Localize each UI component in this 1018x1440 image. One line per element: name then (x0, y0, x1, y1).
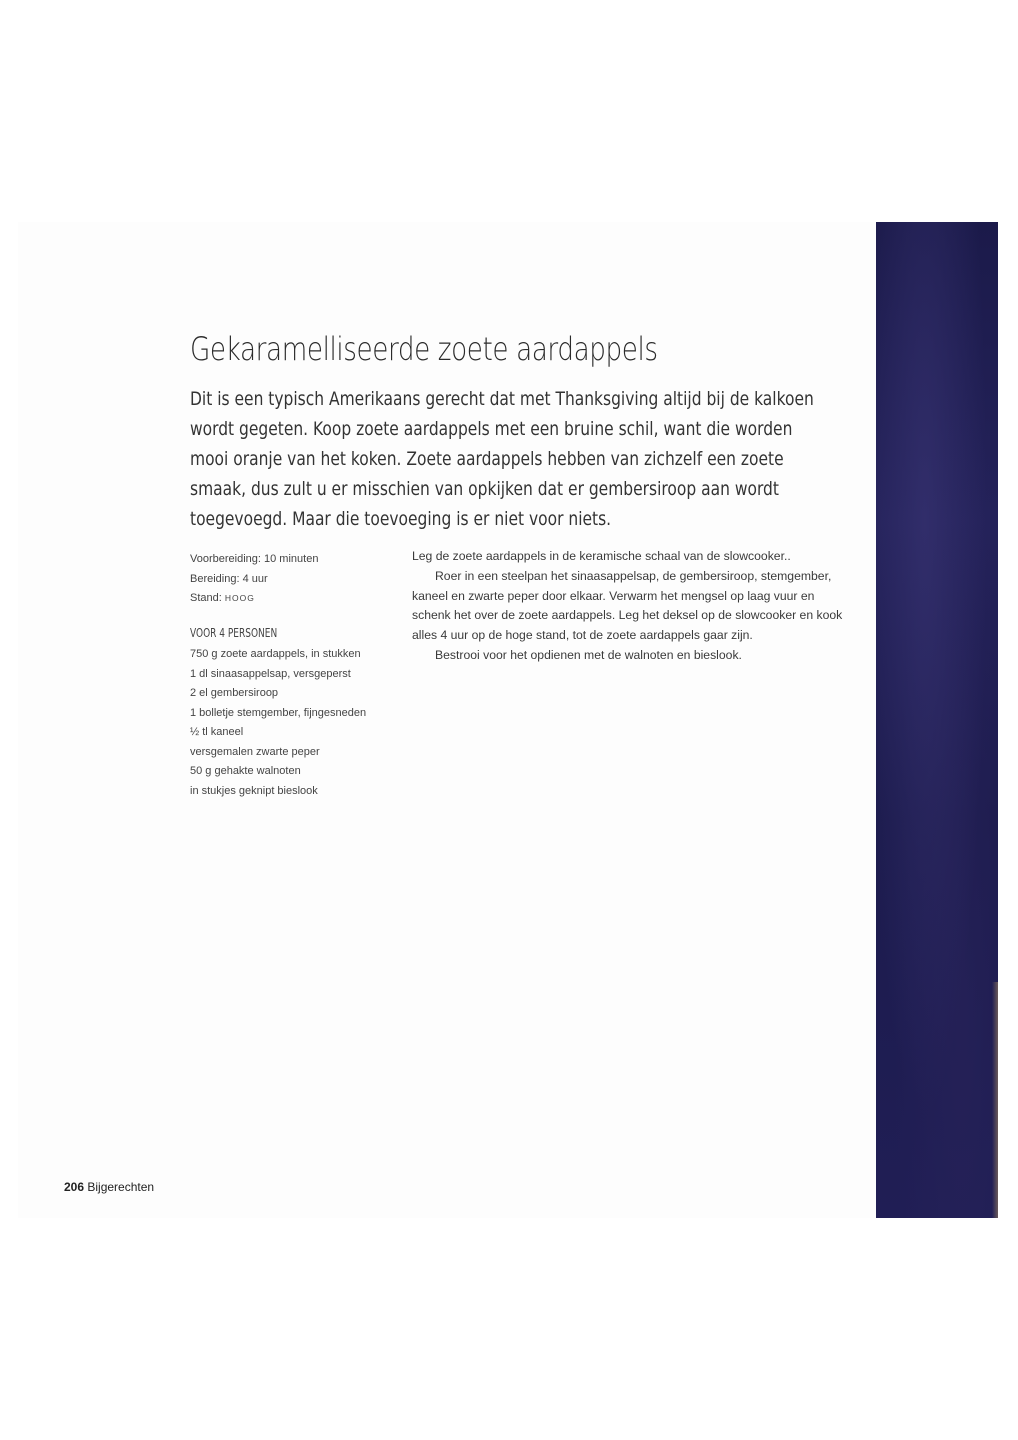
ingredient-item: in stukjes geknipt bieslook (190, 784, 318, 797)
recipe-intro: Dit is een typisch Amerikaans gerecht dat met Thanksgiving altijd bij de kalkoen wordt gegeten. Koop zoete aardappels met een bruine schil, want die worden mooi oranje van het koken. Zoete aardappels hebben van zichzelf een zoete smaak, dus zult u er misschien van opkijken dat er gembersiroop aan wordt toegevoegd. Maar die toevoeging is er niet voor niets. (190, 388, 814, 530)
prep-time (190, 550, 410, 570)
setting-label: Stand: (190, 592, 222, 604)
ingredient-list (190, 645, 410, 801)
ingredient-item: 50 g gehakte walnoten (190, 765, 301, 777)
servings-heading: VOOR 4 PERSONEN (190, 626, 278, 640)
section-name: Bijgerechten (87, 1180, 155, 1194)
method-steps (412, 547, 852, 666)
page-number: 206 (64, 1180, 85, 1194)
cook-time (190, 570, 410, 590)
cook-label: Bereiding: (190, 572, 240, 585)
ingredient-item: 2 el gembersiroop (190, 687, 279, 699)
cooker-setting (190, 589, 410, 609)
ingredient-item: 750 g zoete aardappels, in stukken (190, 648, 361, 660)
prep-value: 10 minuten (264, 553, 319, 565)
recipe-title: Gekaramelliseerde zoete aardappels (190, 330, 658, 368)
ingredient-item: 1 bolletje stemgember, fijngesneden (190, 706, 367, 719)
ingredient-item: versgemalen zwarte peper (190, 745, 320, 758)
method-step: Bestrooi voor het opdienen met de walnoten en bieslook. (435, 647, 742, 662)
ingredient-item: 1 dl sinaasappelsap, versgeperst (190, 667, 351, 680)
recipe-meta (190, 550, 410, 609)
prep-label: Voorbereiding: (190, 553, 261, 565)
method-step: Roer in een steelpan het sinaasappelsap, de gembersiroop, stemgember, kaneel en zwarte peper door elkaar. Verwarm het mengsel op laag vuur en schenk het over de zoete aardappels. Leg het deksel op de slowcooker en kook alles 4 uur op de hoge stand, tot de zoete aardappels gaar zijn. (412, 568, 843, 643)
dish-photo (876, 222, 998, 1218)
cook-value: 4 uur (242, 572, 268, 585)
page-footer (64, 1180, 154, 1194)
method-step: Leg de zoete aardappels in de keramische schaal van de slowcooker.. (412, 549, 791, 563)
ingredient-item: ½ tl kaneel (190, 726, 244, 738)
page-background (18, 222, 998, 1218)
setting-value: HOOG (224, 593, 255, 603)
